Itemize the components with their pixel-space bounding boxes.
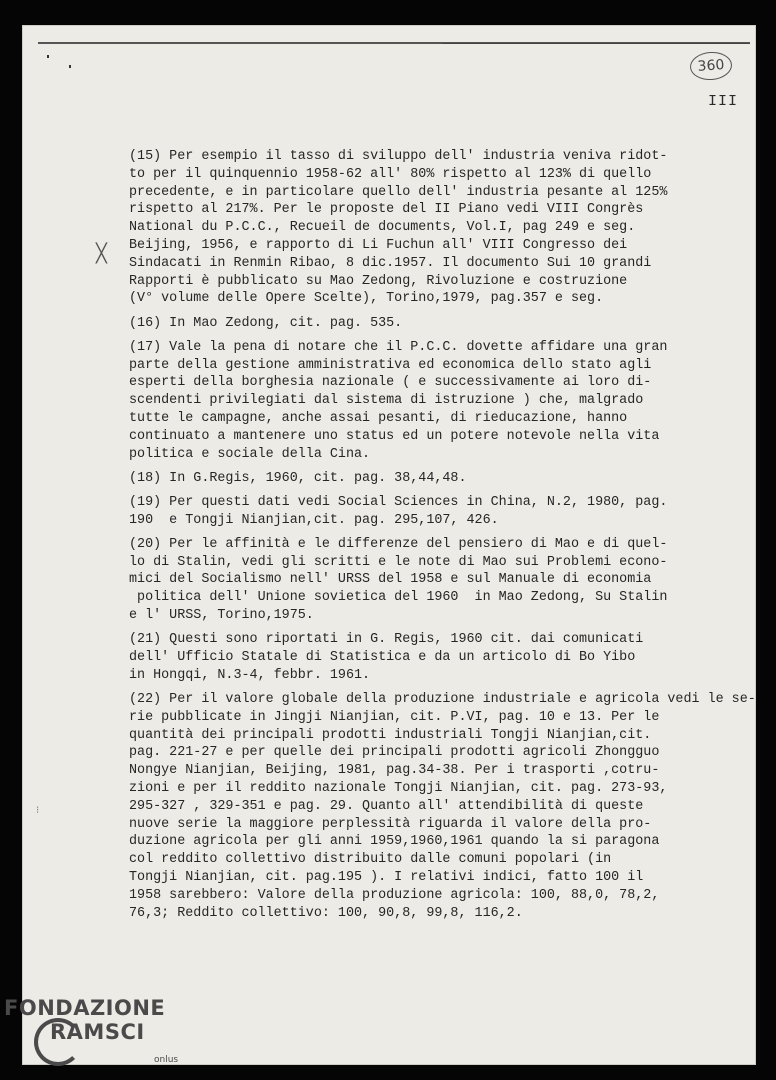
footnote-line: pag. 221-27 e per quelle dei principali prodotti agricoli Zhongguo bbox=[129, 745, 660, 761]
footnote bbox=[129, 339, 745, 464]
watermark-g-logo bbox=[34, 1018, 82, 1066]
footnote-line: (V° volume delle Opere Scelte), Torino,1979, pag.357 e seg. bbox=[129, 291, 604, 307]
footnote-line: quantità dei principali prodotti industriali Tongji Nianjian,cit. bbox=[129, 727, 652, 743]
footnote-line: politica dell' Unione sovietica del 1960 in Mao Zedong, Su Stalin bbox=[129, 590, 668, 606]
footnote-line: e l' URSS, Torino,1975. bbox=[129, 608, 314, 624]
footnote-line: mici del Socialismo nell' URSS del 1958 e sul Manuale di economia bbox=[129, 572, 652, 588]
footnote-line: in Hongqi, N.3-4, febbr. 1961. bbox=[129, 667, 371, 683]
footnote-line: (19) Per questi dati vedi Social Sciences in China, N.2, 1980, pag. bbox=[129, 494, 668, 510]
footnote bbox=[129, 315, 745, 333]
top-rule-right bbox=[442, 43, 750, 44]
footnote-line: (15) Per esempio il tasso di sviluppo dell' industria veniva ridot- bbox=[129, 149, 668, 164]
footnote bbox=[129, 631, 745, 684]
watermark-line-2: RAMSCI bbox=[50, 1020, 145, 1044]
footnote-line: Sindacati in Renmin Ribao, 8 dic.1957. Il documento Sui 10 grandi bbox=[129, 255, 652, 271]
footnote-line: precedente, e in particolare quello dell' industria pesante al 125% bbox=[129, 184, 668, 200]
margin-cross-mark: ╳ bbox=[96, 243, 107, 264]
footnote-line: scendenti privilegiati dal sistema di istruzione ) che, malgrado bbox=[129, 393, 644, 409]
footnote-line: (20) Per le affinità e le differenze del pensiero di Mao e di quel- bbox=[129, 536, 668, 552]
handwritten-page-number: 360 bbox=[689, 51, 733, 82]
footnote bbox=[129, 470, 745, 488]
footnote-line: continuato a mantenere uno status ed un potere notevole nella vita bbox=[129, 428, 660, 444]
footnote bbox=[129, 691, 756, 922]
footnote-line: parte della gestione amministrativa ed economica dello stato agli bbox=[129, 357, 652, 373]
footnote bbox=[129, 494, 745, 530]
roman-page-number: III bbox=[708, 93, 739, 110]
watermark-line-1: FONDAZIONE bbox=[4, 996, 166, 1020]
footnote-line: rie pubblicate in Jingji Nianjian, cit. P.VI, pag. 10 e 13. Per le bbox=[129, 709, 660, 725]
footnote-line: rispetto al 217%. Per le proposte del II Piano vedi VIII Congrès bbox=[129, 202, 644, 218]
footnote-line: Tongji Nianjian, cit. pag.195 ). I relativi indici, fatto 100 il bbox=[129, 870, 644, 886]
footnote-line: Rapporti è pubblicato su Mao Zedong, Rivoluzione e costruzione bbox=[129, 273, 628, 289]
footnote-line: 295-327 , 329-351 e pag. 29. Quanto all' attendibilità di queste bbox=[129, 798, 644, 814]
footnote-line: 76,3; Reddito collettivo: 100, 90,8, 99,8, 116,2. bbox=[129, 905, 523, 921]
footnote-line: National du P.C.C., Recueil de documents, Vol.I, pag 249 e seg. bbox=[129, 220, 636, 236]
footnotes-block bbox=[129, 148, 756, 929]
footnote-line: 190 e Tongji Nianjian,cit. pag. 295,107, 426. bbox=[129, 512, 499, 528]
archive-watermark bbox=[4, 996, 179, 1065]
footnote-line: (18) In G.Regis, 1960, cit. pag. 38,44,48. bbox=[129, 470, 467, 486]
footnote-line: (17) Vale la pena di notare che il P.C.C. dovette affidare una gran bbox=[129, 339, 668, 355]
footnote-line: col reddito collettivo distribuito dalle comuni popolari (in bbox=[129, 852, 612, 868]
footnote-line: to per il quinquennio 1958-62 all' 80% rispetto al 123% di quello bbox=[129, 166, 652, 182]
footnote-line: duzione agricola per gli anni 1959,1960,1961 quando la si paragona bbox=[129, 834, 660, 850]
footnote-line: dell' Ufficio Statale di Statistica e da un articolo di Bo Yibo bbox=[129, 650, 636, 666]
footnote-line: zioni e per il reddito nazionale Tongji Nianjian, cit. pag. 273-93, bbox=[129, 781, 668, 797]
footnote-line: (21) Questi sono riportati in G. Regis, 1960 cit. dai comunicati bbox=[129, 632, 644, 648]
footnote-line: politica e sociale della Cina. bbox=[129, 446, 371, 462]
footnote bbox=[129, 148, 745, 308]
footnote-line: Beijing, 1956, e rapporto di Li Fuchun all' VIII Congresso dei bbox=[129, 237, 628, 253]
footnote-line: tutte le campagne, anche assai pesanti, di rieducazione, hanno bbox=[129, 410, 628, 426]
footnote bbox=[129, 536, 745, 625]
paper-speck bbox=[69, 65, 71, 68]
footnote-line: (16) In Mao Zedong, cit. pag. 535. bbox=[129, 315, 403, 331]
margin-tick-mark: ⁝ bbox=[36, 806, 40, 817]
footnote-line: lo di Stalin, vedi gli scritti e le note di Mao sui Problemi econo- bbox=[129, 554, 668, 570]
footnote-line: nuove serie la maggiore perplessità riguarda il valore della pro- bbox=[129, 816, 652, 832]
footnote-line: 1958 sarebbero: Valore della produzione agricola: 100, 88,0, 78,2, bbox=[129, 887, 660, 903]
watermark-line-3: onlus bbox=[154, 1055, 179, 1065]
footnote-line: (22) Per il valore globale della produzione industriale e agricola vedi le se- bbox=[129, 692, 756, 708]
document-page bbox=[22, 25, 756, 1065]
paper-speck bbox=[47, 55, 49, 58]
footnote-line: esperti della borghesia nazionale ( e successivamente ai loro di- bbox=[129, 375, 652, 391]
footnote-line: Nongye Nianjian, Beijing, 1981, pag.34-38. Per i trasporti ,cotru- bbox=[129, 763, 660, 779]
